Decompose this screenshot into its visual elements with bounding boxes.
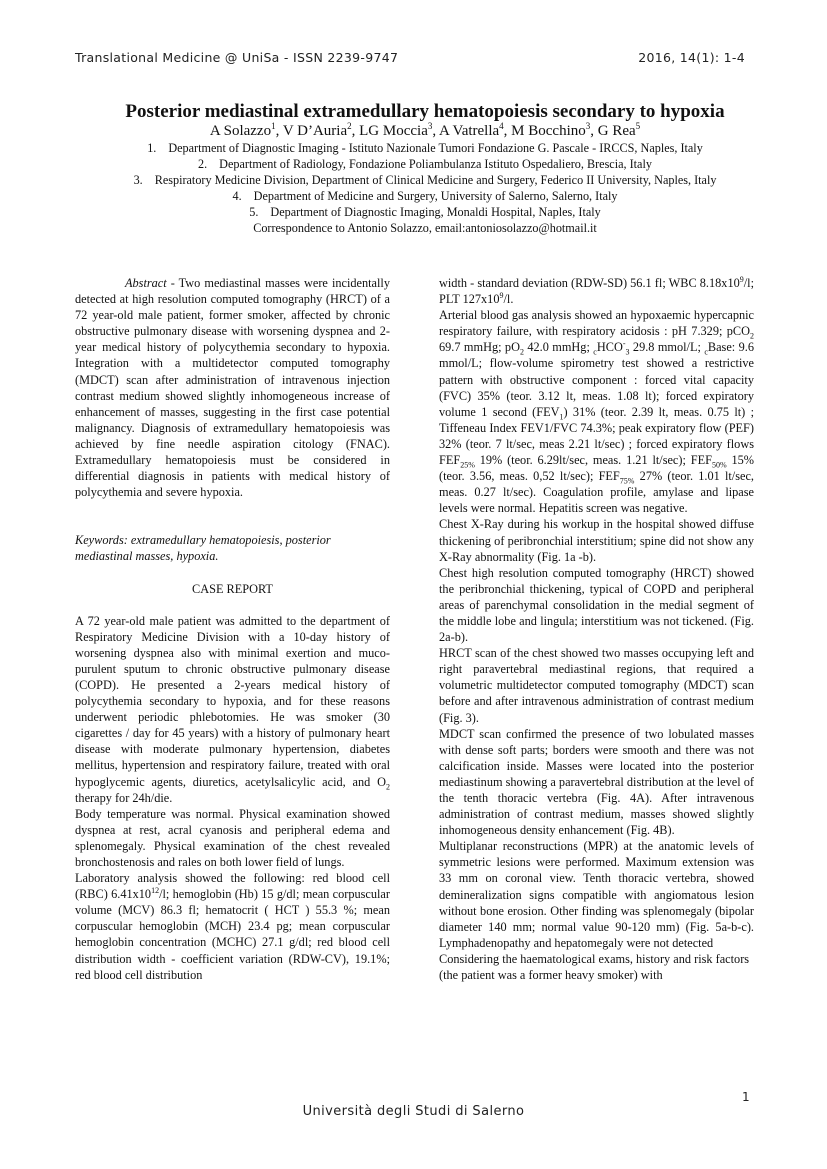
abstract-label: Abstract xyxy=(125,276,167,290)
author: A Vatrella xyxy=(439,123,500,139)
author-affiliation-mark: 3 xyxy=(585,121,591,131)
paragraph: Considering the haematological exams, history and risk factors (the patient was a former heavy smoker) with xyxy=(439,951,750,983)
paragraph: Arterial blood gas analysis showed an hypoxaemic hypercapnic respiratory failure, with respiratory acidosis : pH 7.329; pCO$_2$ 69.7 mmHg; $pO_2$ 42.0 mmHg; $_cHCO^-_3$ 29.8 mmol/L; $_c$Base: 9.6 mmol/L; flow-volume spirometry test showed a restrictive pattern with obstructive component : forced vital capacity (FVC) 35% (teor. 3.12 lt, meas. 1.08 lt); forced expiratory volume 1 second $(FEV_1)$ 31% (teor. 2.39 lt, meas. 0.75 lt) ; Tiffeneau Index FEV1/FVC 74.3%; peak expiratory flow (PEF) 32% (teor. 7 lt/sec, meas 2.21 lt/sec) ; forced expiratory flows $FEF_{25\%}$ 19% (teor. 6.29lt/sec, meas. 1.21 lt/sec); $FEF_{50\%}$ 15% (teor. 3.56, meas. 0,52 lt/sec); $FEF_{75\%}$ 27% (teor. 1.01 lt/sec, meas. 0.27 lt/sec). Coagulation profile, amylase and lipase levels were normal. Hepatitis screen was negative. xyxy=(439,308,755,516)
author: LG Moccia xyxy=(359,123,428,139)
left-column xyxy=(75,275,390,983)
issue-info: 2016, 14(1): 1-4 xyxy=(638,50,745,65)
paragraph: Body temperature was normal. Physical examination showed dyspnea at rest, acral cyanosis and peripheral edema and splenomegaly. Physical examination of the chest revealed bronchostenosis and rales on both lower field of lungs. xyxy=(75,806,390,869)
affiliation: 2. Department of Radiology, Fondazione Poliambulanza Istituto Ospedaliero, Brescia, Italy xyxy=(198,157,652,171)
author-affiliation-mark: 4 xyxy=(499,121,504,131)
affiliation: 4. Department of Medicine and Surgery, University of Salerno, Salerno, Italy xyxy=(232,189,618,203)
journal-name: Translational Medicine @ UniSa - ISSN 2239-9747 xyxy=(75,50,399,65)
author-affiliation-mark: 3 xyxy=(427,121,433,131)
author: V D’Auria xyxy=(282,123,348,139)
affiliation: 3. Respiratory Medicine Division, Department of Clinical Medicine and Surgery, Federico II University, Naples, Italy xyxy=(133,173,717,187)
title-block xyxy=(40,101,810,236)
author-list: A Solazzo$^1$, V D’Auria$^2$, LG Moccia$^3$, A Vatrella$^4$, M Bocchino$^3$, G Rea$^5$ xyxy=(209,121,641,139)
correspondence: Correspondence to Antonio Solazzo, email:antoniosolazzo@hotmail.it xyxy=(253,221,597,235)
paragraph: Chest high resolution computed tomography (HRCT) showed the peribronchial thickening, typical of COPD and peripheral areas of parenchymal consolidation in the medial segment of the middle lobe and lingula; interstitium was not tickened. (Fig. 2a-b). xyxy=(439,565,754,645)
author-affiliation-mark: 1 xyxy=(271,121,276,131)
author-affiliation-mark: 2 xyxy=(347,121,352,131)
article-title: Posterior mediastinal extramedullary hematopoiesis secondary to hypoxia xyxy=(125,101,725,122)
abstract: Abstract - Two mediastinal masses were incidentally detected at high resolution computed tomography (HRCT) of a 72 year-old male patient, former smoker, affected by chronic obstructive pulmonary disease with worsening dyspnea and 2-year medical history of polycythemia secondary to hypoxia. Integration with a multidetector computed tomography (MDCT) scan after administration of intravenous injection contrast medium showed slightly inhomogeneous increase of enhancement of masses, suggesting in the first case potential malignancy. Diagnosis of extramedullary hematopoiesis was achieved by fine needle aspiration citology (FNAC). Extramedullary hematopoiesis must be considered in differential diagnosis in patients with medical history of polycythemia and severe hypoxia. xyxy=(75,276,390,500)
paragraph: width - standard deviation (RDW-SD) 56.1 fl; WBC $8.18x10^9/l$; PLT $127x10^9/l$. xyxy=(439,274,754,307)
paragraph: Multiplanar reconstructions (MPR) at the anatomic levels of symmetric lesions were performed. Maximum extension was 33 mm on coronal view. Tenth thoracic vertebra, showed demineralization signs compatible with angiomatous lesion without bone erosion. Other finding was splenomegaly (bipolar diameter 140 mm; normal value 90-120 mm) (Fig. 5a-b-c). Lymphadenopathy and hepatomegaly were not detected xyxy=(439,839,754,950)
affiliation: 1. Department of Diagnostic Imaging - Istituto Nazionale Tumori Fondazione G. Pascale - IRCCS, Naples, Italy xyxy=(147,141,703,155)
paragraph: Laboratory analysis showed the following: red blood cell (RBC) $6.41x10^{12}/l$; hemoglobin (Hb) 15 g/dl; mean corpuscular volume (MCV) 86.3 fl; hematocrit ( HCT ) 55.3 %; mean corpuscular hemoglobin (MCH) 23.4 pg; mean corpuscular hemoglobin concentration (MCHC) 27.1 g/dl; red blood cell distribution width - coefficient variation (RDW-CV), 19.1%; red blood cell distribution xyxy=(75,871,390,982)
footer-institution: Università degli Studi di Salerno xyxy=(302,1104,525,1119)
author: A Solazzo xyxy=(209,123,272,139)
keywords: Keywords: extramedullary hematopoiesis, posterior mediastinal masses, hypoxia. xyxy=(75,533,331,564)
section-heading: CASE REPORT xyxy=(192,581,273,596)
author: M Bocchino xyxy=(511,123,586,139)
affiliation: 5. Department of Diagnostic Imaging, Monaldi Hospital, Naples, Italy xyxy=(249,205,601,219)
paragraph: MDCT scan confirmed the presence of two lobulated masses with dense soft parts; borders were smooth and there was not calcification inside. Masses were located into the posterior mediastinum showing a paravertebral distribution at the level of the tenth thoracic vertebra (Fig. 4A). After intravenous administration of contrast medium, masses showed slightly inhomogeneous density enhancement (Fig. 4B). xyxy=(439,726,754,838)
right-column xyxy=(439,275,754,983)
page-number: 1 xyxy=(742,1090,750,1104)
paragraph: Chest X-Ray during his workup in the hospital showed diffuse thickening of peribronchial interstitium; spine did not show any X-Ray abnormality (Fig. 1a -b). xyxy=(439,517,754,564)
author: G Rea xyxy=(597,123,636,139)
author-affiliation-mark: 5 xyxy=(635,121,641,131)
paragraph: A 72 year-old male patient was admitted to the department of Respiratory Medicine Division with a 10-day history of worsening dyspnea also with minimal exertion and muco-purulent sputum to chronic obstructive pulmonary disease (COPD). He presented a 2-years medical history of polycythemia secondary to hypoxia, and for these reasons underwent periodic phlebotomies. He was smoker (30 cigarettes / day for 45 years) with a history of pulmonary heart disease with moderate pulmonary hypertension, diabetes mellitus, hypertension and respiratory failure, treated with oral hypoglycemic agents, diuretics, acetylsalicylic acid, and $O_2$ therapy for 24h/die. xyxy=(75,613,390,805)
paragraph: HRCT scan of the chest showed two masses occupying left and right paravertebral mediastinal regions, that required a volumetric multidetector computed tomography (MDCT) scan before and after intravenous administration of contrast medium (Fig. 3). xyxy=(439,646,754,725)
